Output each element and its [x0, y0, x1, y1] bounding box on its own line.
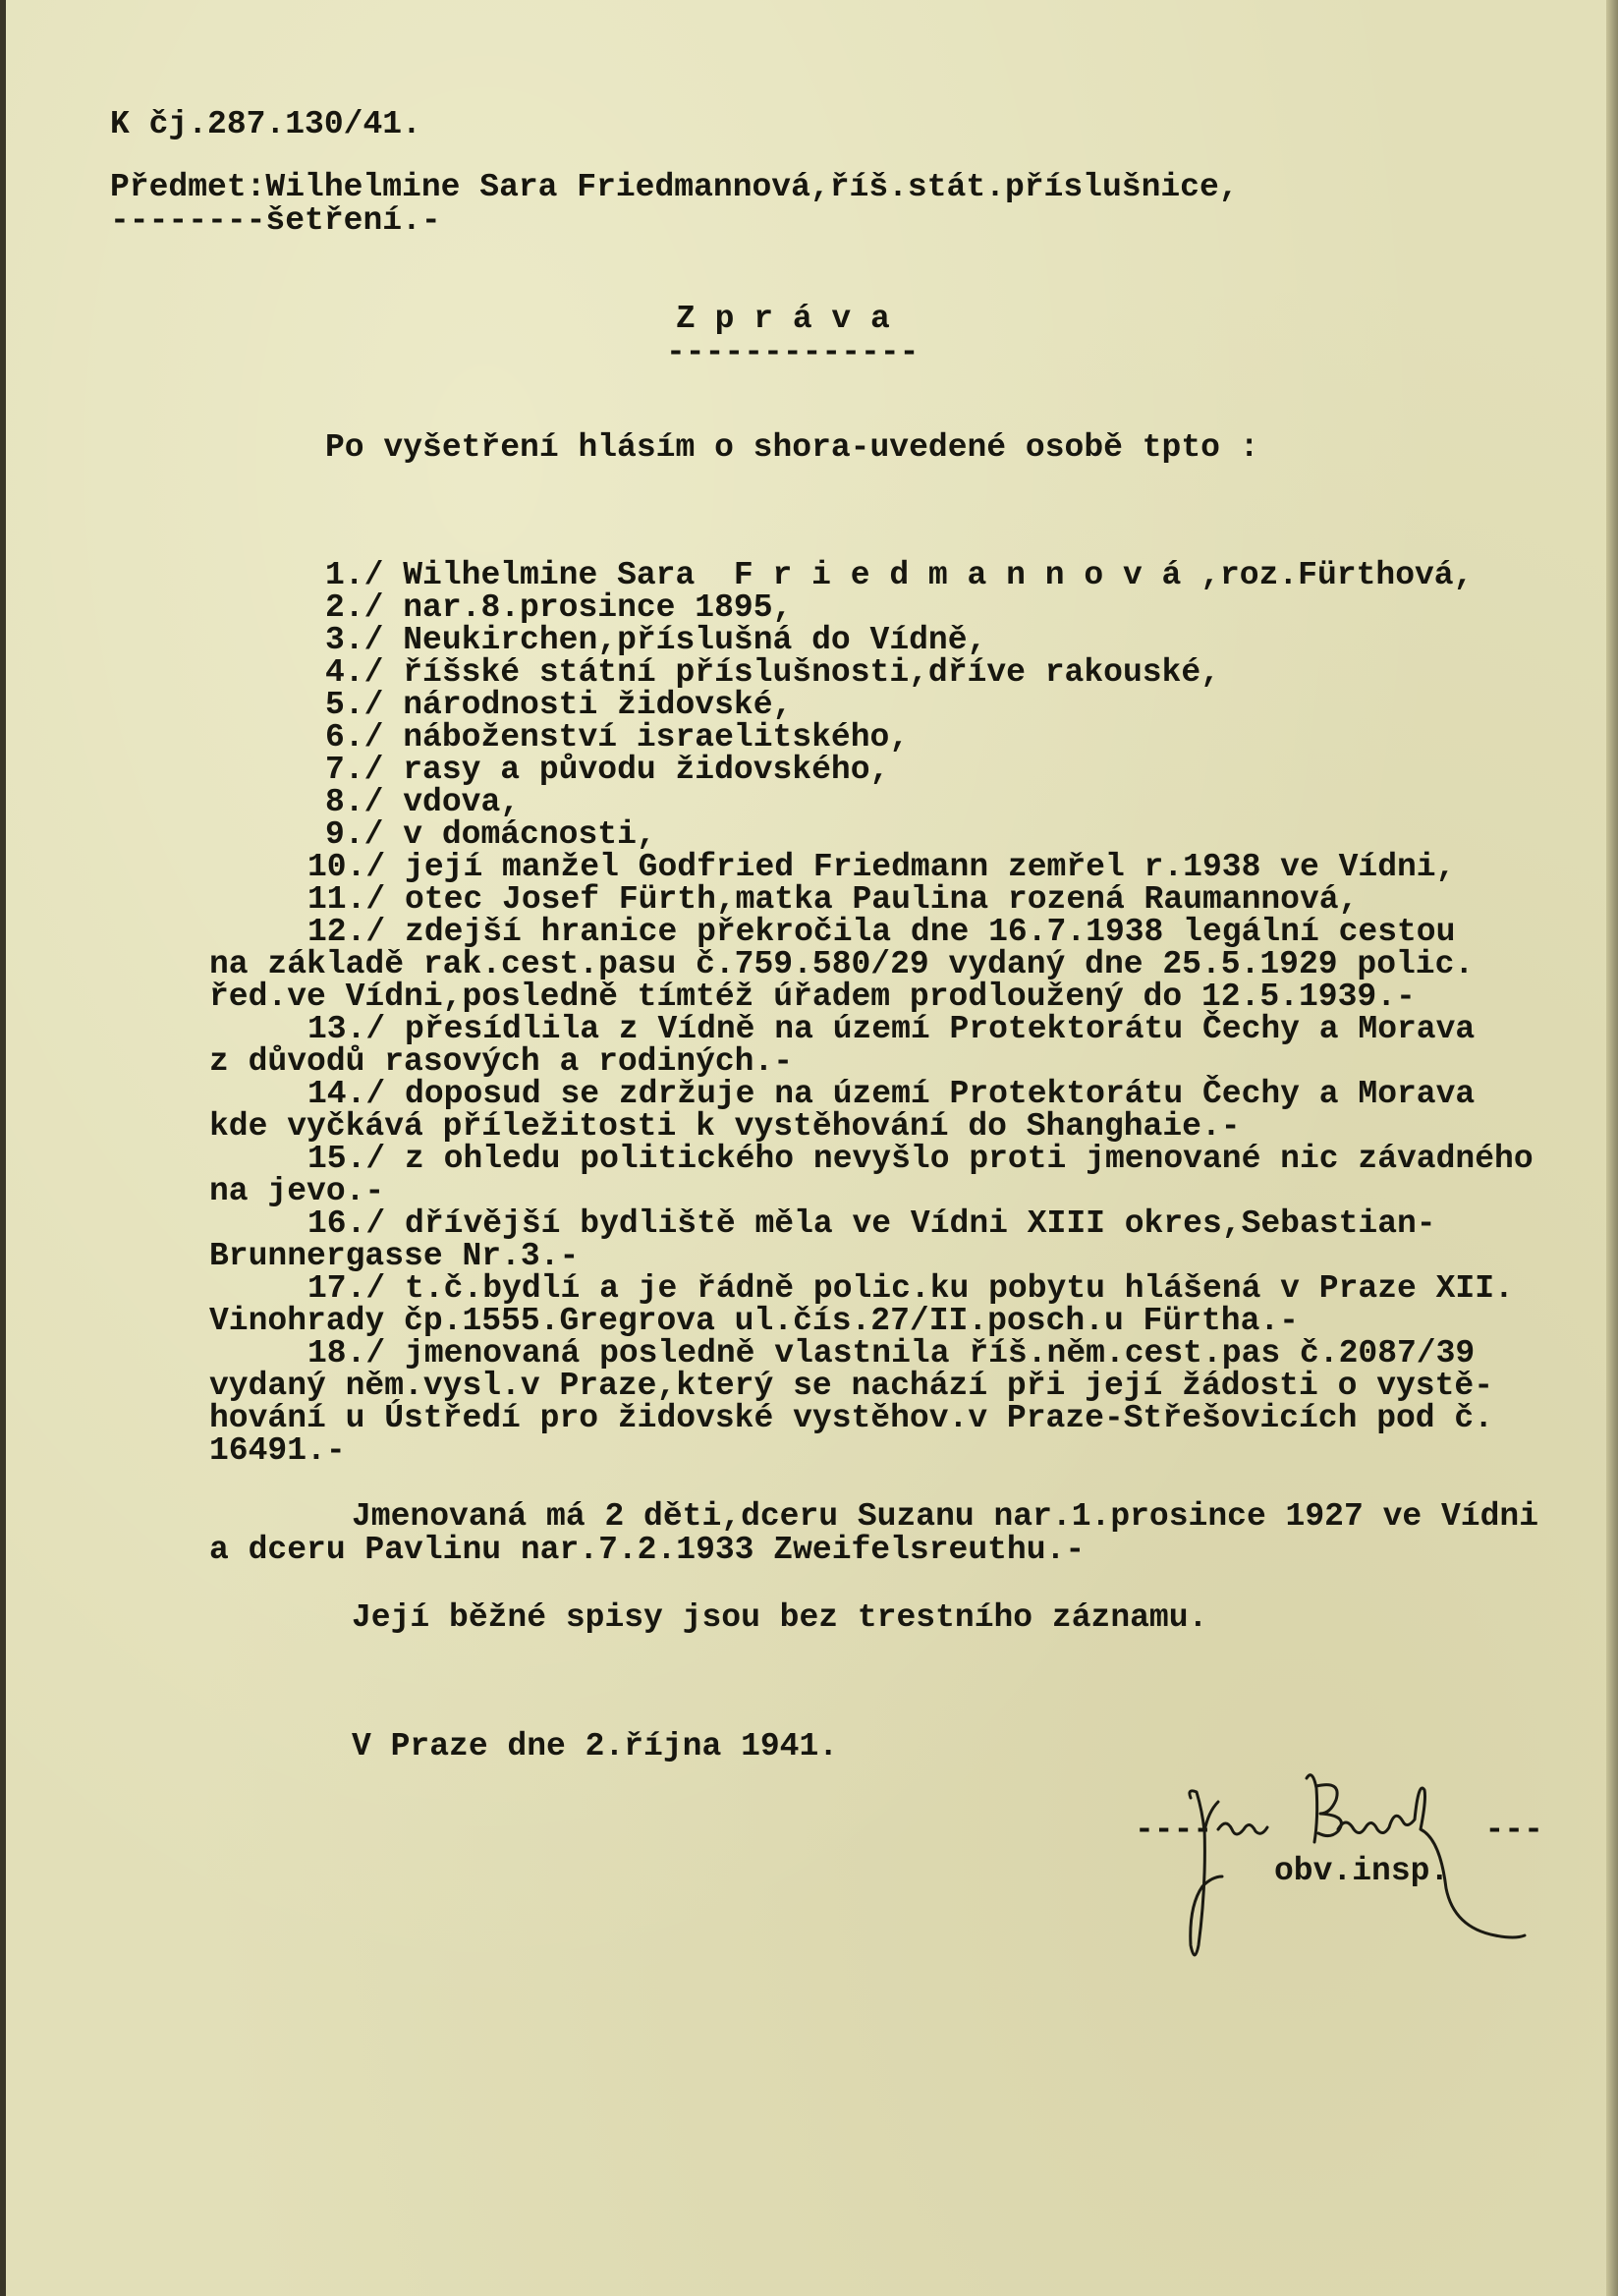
signature-stroke-name2: [1338, 1788, 1525, 1937]
item-text: vdova,: [403, 784, 521, 820]
list-item-continuation: vydaný něm.vysl.v Praze,který se nachází při její žádosti o vystě-: [209, 1368, 1494, 1404]
item-text: otec Josef Fürth,matka Paulina rozená Raumannová,: [405, 881, 1359, 918]
item-text: zdejší hranice překročila dne 16.7.1938 legální cestou: [405, 914, 1456, 950]
list-item-continuation: Vinohrady čp.1555.Gregrova ul.čís.27/II.posch.u Fürtha.-: [209, 1303, 1299, 1339]
item-number: 12./: [307, 914, 386, 950]
document-title: Z p r á v a: [676, 301, 890, 337]
list-item-continuation: hování u Ústředí pro židovské vystěhov.v Praze-Střešovicích pod č.: [209, 1400, 1494, 1436]
list-item: [325, 656, 1220, 689]
signature-stroke-b: [1307, 1775, 1341, 1842]
item-text: dřívější bydliště měla ve Vídni XIII okres,Sebastian-: [405, 1205, 1436, 1242]
item-number: 8./: [325, 784, 384, 820]
item-number: 5./: [325, 687, 384, 723]
list-item: [307, 1207, 1436, 1240]
item-text: národnosti židovské,: [403, 687, 793, 723]
criminal-record-statement: Její běžné spisy jsou bez trestního záznamu.: [352, 1599, 1208, 1636]
list-item: [307, 916, 1455, 948]
item-text: v domácnosti,: [403, 816, 656, 853]
item-text: rasy a původu židovského,: [403, 752, 890, 788]
item-number: 17./: [307, 1270, 386, 1307]
item-text: její manžel Godfried Friedmann zemřel r.1938 ve Vídni,: [405, 849, 1456, 885]
list-item: [325, 559, 1473, 591]
list-item: [307, 851, 1455, 883]
list-item: [307, 1013, 1475, 1045]
subject-line-continuation: --------šetření.-: [110, 202, 441, 239]
item-text: nar.8.prosince 1895,: [403, 589, 793, 626]
item-text: Neukirchen,příslušná do Vídně,: [403, 622, 987, 658]
children-paragraph-line1: Jmenovaná má 2 děti,dceru Suzanu nar.1.prosince 1927 ve Vídni: [352, 1498, 1538, 1535]
item-number: 1./: [325, 557, 384, 593]
item-number: 10./: [307, 849, 386, 885]
list-item-continuation: 16491.-: [209, 1432, 346, 1469]
list-item: [307, 1078, 1475, 1110]
item-text: Wilhelmine Sara F r i e d m a n n o v á ,roz.Fürthová,: [403, 557, 1474, 593]
item-number: 13./: [307, 1011, 386, 1047]
item-number: 6./: [325, 719, 384, 756]
list-item: [325, 591, 792, 624]
item-text: náboženství israelitského,: [403, 719, 910, 756]
children-paragraph-line2: a dceru Pavlinu nar.7.2.1933 Zweifelsreuthu.-: [209, 1532, 1086, 1568]
item-number: 9./: [325, 816, 384, 853]
list-item-continuation: řed.ve Vídni,posledně tímtéž úřadem prodloužený do 12.5.1939.-: [209, 979, 1416, 1015]
item-number: 2./: [325, 589, 384, 626]
item-number: 16./: [307, 1205, 386, 1242]
reference-number: K čj.287.130/41.: [110, 106, 421, 142]
item-text: říšské státní příslušnosti,dříve rakouské,: [403, 654, 1220, 691]
list-item: [325, 689, 792, 721]
place-and-date: V Praze dne 2.října 1941.: [352, 1728, 839, 1764]
signature-stroke-j: [1190, 1791, 1222, 1955]
intro-text: Po vyšetření hlásím o shora-uvedené osobě tpto :: [325, 429, 1259, 466]
item-text: jmenovaná posledně vlastnila říš.něm.cest.pas č.2087/39: [405, 1335, 1476, 1372]
scan-edge-left: [0, 0, 6, 2296]
item-number: 18./: [307, 1335, 386, 1372]
item-number: 4./: [325, 654, 384, 691]
signature-stroke-name1: [1218, 1823, 1267, 1834]
signature-line: ---- ---: [1135, 1812, 1543, 1848]
list-item-continuation: kde vyčkává příležitosti k vystěhování do Shanghaie.-: [209, 1108, 1241, 1145]
list-item-continuation: z důvodů rasových a rodiných.-: [209, 1043, 794, 1080]
item-number: 3./: [325, 622, 384, 658]
list-item: [307, 883, 1358, 916]
signatory-title: obv.insp.: [1274, 1853, 1450, 1889]
list-item: [307, 1143, 1534, 1175]
item-number: 15./: [307, 1141, 386, 1177]
item-text: přesídlila z Vídně na území Protektorátu Čechy a Morava: [405, 1011, 1476, 1047]
list-item: [307, 1337, 1475, 1370]
item-text: doposud se zdržuje na území Protektorátu Čechy a Morava: [405, 1076, 1476, 1112]
list-item: [307, 1272, 1514, 1305]
list-item: [325, 624, 986, 656]
item-text: t.č.bydlí a je řádně polic.ku pobytu hlášená v Praze XII.: [405, 1270, 1514, 1307]
list-item: [325, 721, 909, 754]
list-item-continuation: Brunnergasse Nr.3.-: [209, 1238, 580, 1274]
list-item: [325, 818, 656, 851]
item-number: 7./: [325, 752, 384, 788]
list-item: [325, 786, 520, 818]
item-number: 14./: [307, 1076, 386, 1112]
list-item-continuation: na jevo.-: [209, 1173, 385, 1209]
item-number: 11./: [307, 881, 386, 918]
list-item: [325, 754, 889, 786]
list-item-continuation: na základě rak.cest.pasu č.759.580/29 vydaný dne 25.5.1929 polic.: [209, 946, 1475, 982]
item-text: z ohledu politického nevyšlo proti jmenované nic závadného: [405, 1141, 1534, 1177]
title-underline: -------------: [666, 334, 920, 370]
subject-line: Předmet:Wilhelmine Sara Friedmannová,říš.stát.příslušnice,: [110, 169, 1239, 205]
handwritten-signature: [1120, 1759, 1611, 1985]
